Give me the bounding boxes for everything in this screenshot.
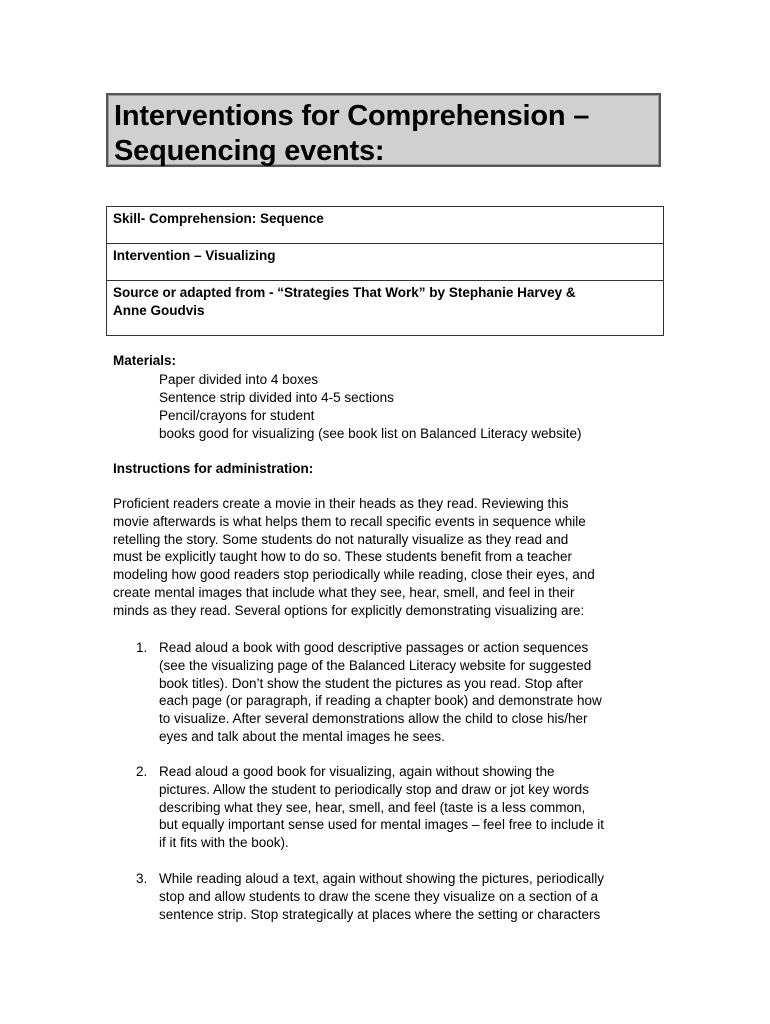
step-number: 2. (136, 764, 148, 779)
step-line: if it fits with the book). (159, 835, 289, 851)
step-number: 1. (136, 640, 148, 655)
step-line: sentence strip. Stop strategically at places where the setting or characters (159, 906, 601, 922)
paragraph-line: minds as they read. Several options for explicitly demonstrating visualizing are: (113, 602, 585, 618)
materials-item: Pencil/crayons for student (159, 408, 315, 423)
step-text (159, 639, 602, 746)
paragraph-line: modeling how good readers stop periodically while reading, close their eyes, and (113, 567, 595, 583)
page-title-line-1: Interventions for Comprehension – (114, 100, 590, 132)
step-line: each page (or paragraph, if reading a chapter book) and demonstrate how (159, 693, 602, 709)
step-text (159, 870, 604, 923)
info-table (106, 206, 664, 336)
paragraph-line: retelling the story. Some students do not naturally visualize as they read and (113, 531, 569, 547)
step-line: pictures. Allow the student to periodically stop and draw or jot key words (159, 781, 589, 797)
title-box (106, 93, 661, 167)
step-line: but equally important sense used for mental images – feel free to include it (159, 817, 604, 833)
source-line-2: Anne Goudvis (113, 303, 205, 318)
step-line: While reading aloud a text, again without showing the pictures, periodically (159, 871, 605, 886)
instructions-paragraph (113, 495, 663, 620)
step-line: book titles). Don’t show the student the pictures as you read. Stop after (159, 675, 583, 691)
page-title-line-2: Sequencing events: (114, 135, 385, 167)
materials-item: books good for visualizing (see book list on Balanced Literacy website) (159, 426, 582, 441)
source-cell (107, 281, 664, 336)
paragraph-line: Proficient readers create a movie in their heads as they read. Reviewing this (113, 496, 569, 511)
paragraph-line: must be explicitly taught how to do so. These students benefit from a teacher (113, 549, 573, 565)
step-line: Read aloud a good book for visualizing, again without showing the (159, 764, 555, 779)
step-text (159, 763, 604, 852)
info-row-source (107, 281, 664, 336)
instructions-heading: Instructions for administration: (113, 461, 314, 476)
step-line: Read aloud a book with good descriptive passages or action sequences (159, 640, 589, 655)
materials-list (159, 371, 581, 443)
info-row-skill (107, 207, 664, 244)
source-line-1: Source or adapted from - “Strategies That Work” by Stephanie Harvey & (113, 285, 576, 300)
paragraph-line: create mental images that include what they see, hear, smell, and feel in their (113, 584, 575, 600)
step-line: describing what they see, hear, smell, and feel (taste is a less common, (159, 799, 586, 815)
info-row-intervention (107, 244, 664, 281)
materials-heading: Materials: (113, 353, 177, 368)
step-line: eyes and talk about the mental images he sees. (159, 728, 445, 744)
materials-item: Paper divided into 4 boxes (159, 372, 319, 387)
step-line: to visualize. After several demonstrations allow the child to close his/her (159, 711, 588, 727)
intervention-cell: Intervention – Visualizing (107, 244, 664, 281)
step-line: stop and allow students to draw the scene they visualize on a section of a (159, 888, 599, 904)
skill-cell: Skill- Comprehension: Sequence (107, 207, 664, 244)
step-number: 3. (136, 871, 148, 886)
materials-item: Sentence strip divided into 4-5 sections (159, 390, 394, 405)
paragraph-line: movie afterwards is what helps them to recall specific events in sequence while (113, 513, 586, 529)
step-line: (see the visualizing page of the Balanced Literacy website for suggested (159, 657, 592, 673)
